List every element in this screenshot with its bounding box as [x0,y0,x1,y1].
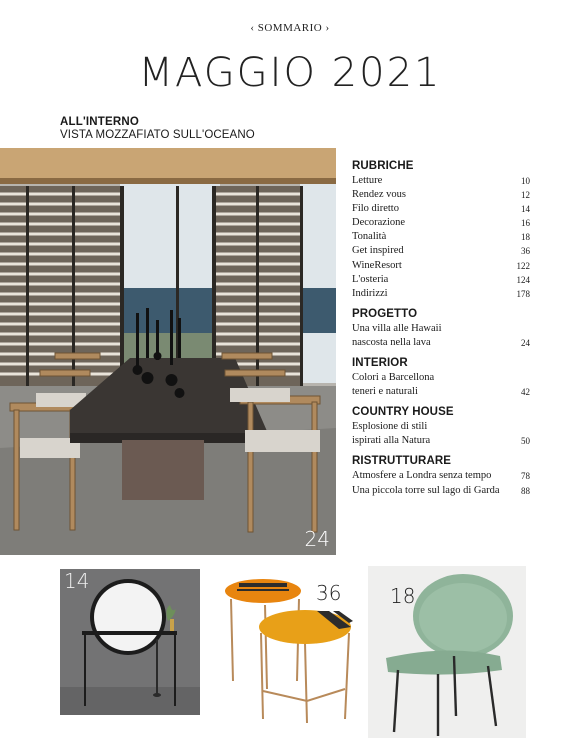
toc-entry-page: 88 [521,485,530,496]
toc-entry[interactable] [352,273,530,287]
feature-heading: ALL'INTERNO [60,116,140,128]
thumbnail-page-number: 36 [316,581,342,605]
toc-section-country-house: COUNTRY HOUSE [352,406,454,419]
toc-entry-label: Una villa alle Hawaii [352,322,442,334]
toc-section-progetto: PROGETTO [352,307,418,320]
table-of-contents [352,160,530,498]
toc-entry-label: ispirati alla Natura [352,435,431,447]
toc-entry-label: Esplosione di stili [352,421,428,433]
toc-entry-line[interactable] [352,371,530,385]
toc-entry[interactable] [352,336,530,350]
toc-entry-page: 124 [516,274,530,285]
thumbnail-side-tables[interactable] [217,571,357,726]
thumbnail-page-number: 18 [390,584,416,608]
hero-photo-dining-room[interactable] [0,148,336,555]
toc-entry[interactable] [352,188,530,202]
feature-subheading: VISTA MOZZAFIATO SULL'OCEANO [60,129,255,141]
hero-page-number: 24 [304,527,330,551]
toc-entry-label: Letture [352,175,383,186]
toc-entry[interactable] [352,244,530,258]
toc-entry[interactable] [352,434,530,448]
toc-entry[interactable] [352,259,530,273]
toc-entry[interactable] [352,287,530,301]
toc-entry-page: 42 [521,387,530,398]
toc-entry-label: teneri e naturali [352,386,418,398]
toc-entry-line[interactable] [352,322,530,336]
toc-entry-label: Indirizzi [352,287,388,299]
thumbnail-mirror-console[interactable] [60,569,200,715]
toc-entry[interactable] [352,174,530,188]
toc-entry[interactable] [352,216,530,230]
toc-entry[interactable] [352,469,530,483]
toc-entry-page: 36 [521,246,530,257]
toc-entry-label: Filo diretto [352,203,399,215]
toc-entry-page: 24 [521,337,530,348]
toc-entry-label: Rendez vous [352,189,406,201]
toc-entry-page: 178 [516,288,530,299]
toc-entry-page: 122 [516,260,530,271]
toc-entry-label: Colori a Barcellona [352,372,435,384]
toc-entry-page: 12 [521,190,530,201]
toc-entry[interactable] [352,484,530,498]
toc-entry-page: 18 [521,232,530,243]
thumbnail-green-chair[interactable] [368,566,526,738]
toc-entry[interactable] [352,385,530,399]
toc-entry[interactable] [352,202,530,216]
toc-entry-label: L'osteria [352,273,389,285]
toc-entry-label: Decorazione [352,217,406,229]
toc-entry-label: Get inspired [352,245,404,257]
toc-entry-line[interactable] [352,420,530,434]
section-kicker: ‹ SOMMARIO › [250,22,330,34]
issue-title: MAGGIO 2021 [138,50,442,96]
toc-entry[interactable] [352,230,530,244]
toc-section-ristrutturare: RISTRUTTURARE [352,455,452,468]
toc-entry-label: WineResort [352,259,402,271]
toc-entry-page: 16 [521,218,530,229]
toc-entry-page: 50 [521,436,530,447]
toc-entry-label: Tonalità [352,231,387,243]
toc-entry-page: 10 [521,176,530,186]
toc-entry-label: Atmosfere a Londra senza tempo [352,470,492,482]
toc-entry-label: Una piccola torre sul lago di Garda [352,484,500,496]
dining-room-illustration [0,148,336,555]
toc-entry-label: nascosta nella lava [352,336,431,348]
thumbnail-page-number: 14 [64,569,90,593]
toc-section-interior: INTERIOR [352,357,408,370]
toc-entry-page: 14 [521,204,530,215]
toc-section-rubriche: RUBRICHE [352,160,414,172]
toc-entry-page: 78 [521,471,530,482]
